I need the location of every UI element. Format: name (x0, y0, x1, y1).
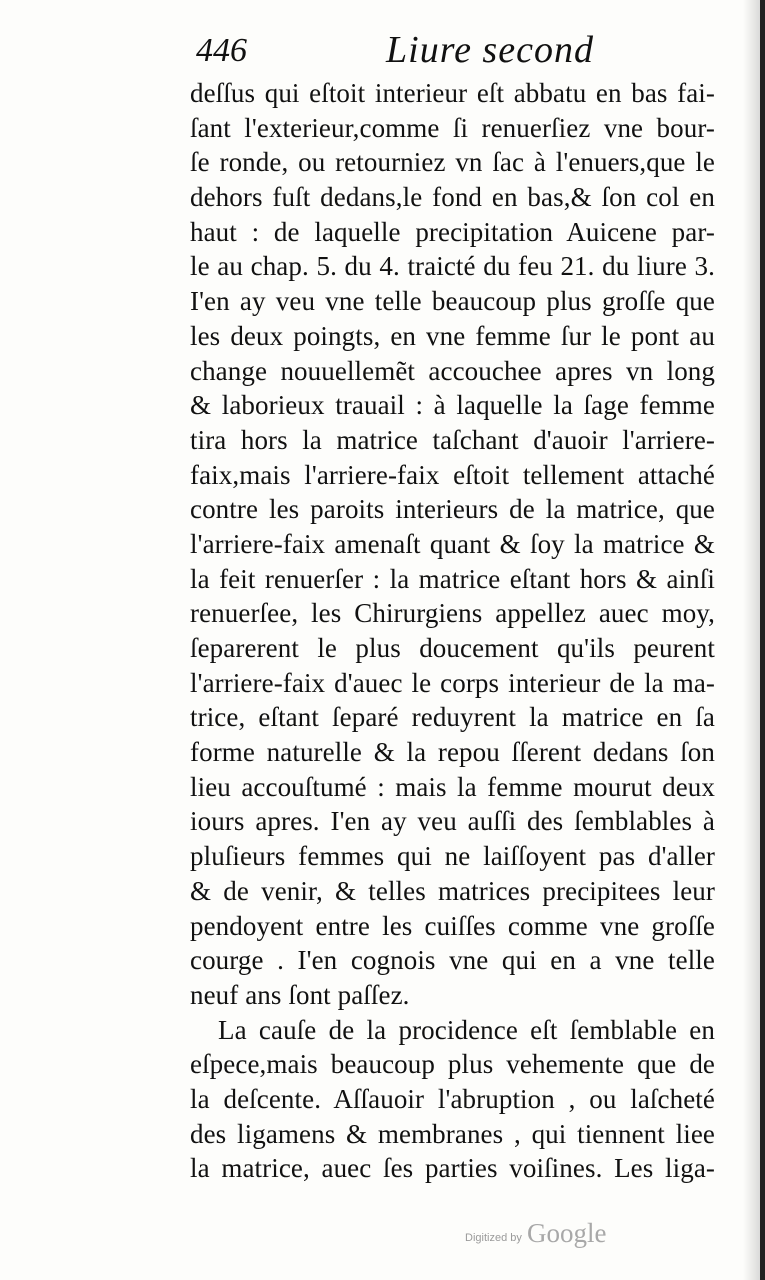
text-line: ſe ronde, ou retourniez vn ſac à l'enuers,que le (190, 147, 715, 178)
page-edge (760, 0, 765, 1280)
running-head: Liure second (386, 29, 594, 71)
text-line: des ligamens & membranes , qui tiennent liee (190, 1118, 715, 1149)
text-line: forme naturelle & la repou ſſerent dedans ſon (190, 737, 715, 768)
digitized-watermark (465, 1218, 625, 1252)
google-logo: Google (527, 1218, 607, 1248)
text-line: I'en ay veu vne telle beaucoup plus groſſe que (190, 286, 715, 317)
text-line: la matrice, auec ſes parties voiſines. Les liga- (190, 1153, 715, 1184)
digitized-label: Digitized by (465, 1232, 522, 1244)
text-line: & de venir, & telles matrices precipitees leur (190, 875, 715, 906)
text-line: change nouuellemẽt accouchee apres vn long (190, 355, 715, 386)
text-line: la deſcente. Aſſauoir l'abruption , ou laſcheté (190, 1083, 715, 1114)
text-line: dehors fuſt dedans,le fond en bas,& ſon col en (190, 182, 715, 213)
text-line: ſeparerent le plus doucement qu'ils peurent (190, 633, 715, 663)
text-line: ſant l'exterieur,comme ſi renuerſiez vne bour- (190, 112, 715, 143)
text-line: tira hors la matrice taſchant d'auoir l'arriere- (190, 424, 715, 455)
text-line: la feit renuerſer : la matrice eſtant hors & ainſi (190, 563, 715, 594)
text-line: eſpece,mais beaucoup plus vehemente que de (190, 1049, 715, 1080)
text-line: La cauſe de la procidence eſt ſemblable en (218, 1014, 715, 1045)
text-line: courge . I'en cognois vne qui en a vne telle (190, 945, 715, 976)
text-line: l'arriere-faix amenaſt quant & ſoy la matrice & (190, 528, 715, 559)
text-line: renuerſee, les Chirurgiens appellez auec moy, (190, 598, 715, 629)
text-line: trice, eſtant ſeparé reduyrent la matrice en ſa (190, 702, 715, 733)
text-line: pluſieurs femmes qui ne laiſſoyent pas d'aller (190, 841, 715, 872)
text-line: contre les paroits interieurs de la matrice, que (190, 494, 715, 525)
text-line: le au chap. 5. du 4. traicté du feu 21. du liure 3. (190, 251, 715, 282)
page-number: 446 (196, 32, 247, 69)
text-line: neuf ans ſont paſſez. (190, 979, 410, 1010)
text-line: les deux poingts, en vne femme ſur le pont au (190, 320, 715, 351)
text-line: faix,mais l'arriere-faix eſtoit tellement attaché (190, 459, 715, 490)
text-line: & laborieux trauail : à laquelle la ſage femme (190, 390, 715, 421)
text-line: iours apres. I'en ay veu auſſi des ſemblables à (190, 806, 715, 837)
body-text (190, 76, 715, 1186)
text-line: deſſus qui eſtoit interieur eſt abbatu en bas fai- (190, 78, 715, 108)
text-line: l'arriere-faix d'auec le corps interieur de la ma- (190, 667, 715, 698)
text-line: haut : de laquelle precipitation Auicene par- (190, 216, 715, 247)
text-line: lieu accouſtumé : mais la femme mourut deux (190, 771, 715, 802)
page-header (196, 26, 716, 78)
text-line: pendoyent entre les cuiſſes comme vne groſſe (190, 910, 715, 941)
